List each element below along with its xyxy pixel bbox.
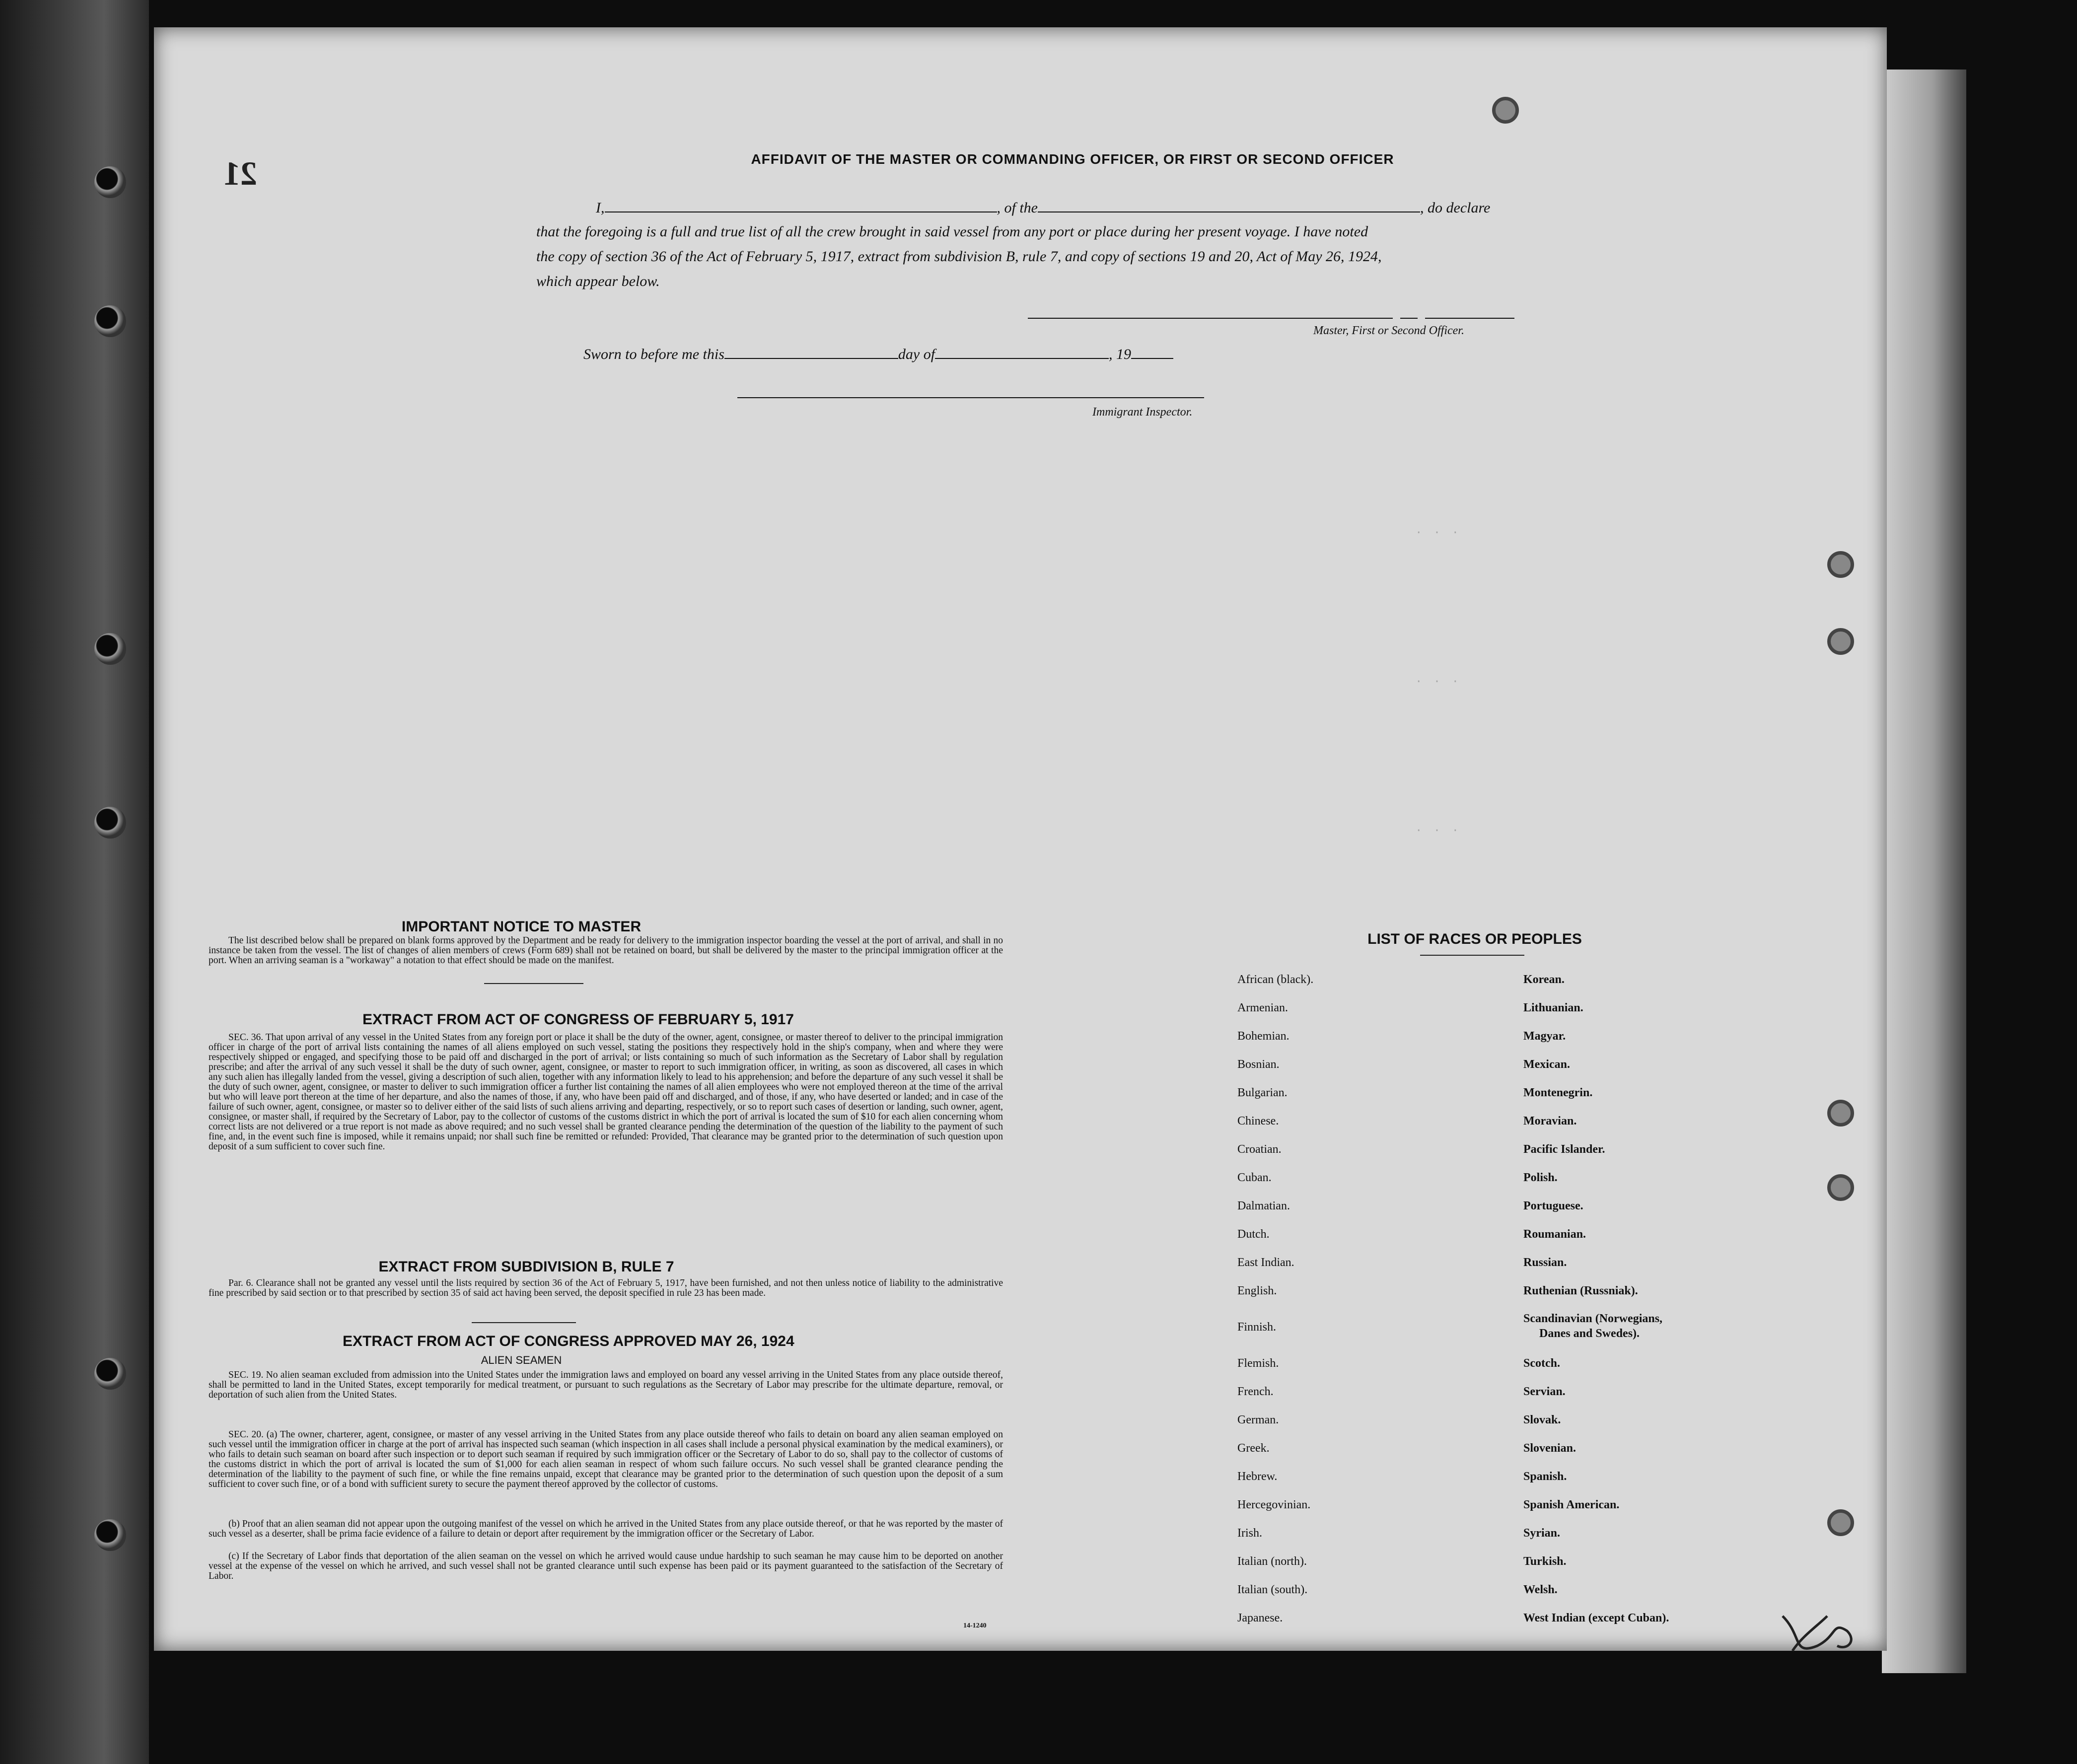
sworn-line (583, 345, 1173, 363)
punch-hole (1827, 1100, 1854, 1127)
binder-hole (94, 1358, 126, 1390)
punch-hole (1827, 551, 1854, 578)
race-right: Turkish. (1523, 1555, 1567, 1568)
race-right: Polish. (1523, 1171, 1558, 1184)
sec-20b-text: (b) Proof that an alien seaman did not appear upon the outgoing manifest of the vessel on which he arrived in the United States from any place outside thereof, or that he was reported by the master of such vessel as a deserter, shall be prima facie evidence of a failure to detain or deport after requirement by the immigration officer or the Secretary of Labor. (209, 1519, 1003, 1539)
races-title: LIST OF RACES OR PEOPLES (1367, 931, 1582, 947)
race-right: Spanish. (1523, 1470, 1567, 1483)
inspector-label: Immigrant Inspector. (1092, 406, 1193, 419)
race-right: Russian. (1523, 1256, 1567, 1269)
race-right: Roumanian. (1523, 1228, 1586, 1241)
extract-1924-subtitle: ALIEN SEAMEN (481, 1354, 562, 1366)
race-left: Italian (north). (1237, 1555, 1307, 1568)
section-divider (472, 1322, 576, 1323)
race-left: Chinese. (1237, 1115, 1279, 1128)
master-signature-line (1425, 318, 1514, 319)
year-text: , 19 (1109, 346, 1132, 362)
race-left: Flemish. (1237, 1357, 1279, 1370)
binder-hole (94, 305, 126, 337)
month-blank (935, 345, 1109, 359)
manifest-page (154, 27, 1887, 1651)
affidavit-title: AFFIDAVIT OF THE MASTER OR COMMANDING OFFICER, OR FIRST OR SECOND OFFICER (751, 151, 1394, 167)
race-right: Mexican. (1523, 1058, 1570, 1071)
race-left: Greek. (1237, 1442, 1270, 1455)
punch-hole (1827, 1509, 1854, 1536)
binder-hole (94, 1519, 126, 1551)
race-right: Pacific Islander. (1523, 1143, 1605, 1156)
affidavit-do-declare: , do declare (1420, 200, 1491, 216)
punch-hole (1827, 628, 1854, 655)
race-right: Ruthenian (Russniak). (1523, 1284, 1638, 1297)
sec-20c-text: (c) If the Secretary of Labor finds that deportation of the alien seaman on the vessel on which he arrived would cause undue hardship to such seaman he may cause him to be deported on another vessel at the expense of the vessel on which he arrived, and such vessel shall not be granted clearance until such expense has been paid or its payment guaranteed to the satisfaction of the Secretary of Labor. (209, 1551, 1003, 1581)
race-left: Bohemian. (1237, 1030, 1289, 1043)
notice-text: The list described below shall be prepared on blank forms approved by the Department and be ready for delivery to the immigration inspector boarding the vessel at the port of arrival, and shall in no instance be taken from the vessel. The list of changes of alien members of crews (Form 689) shall not be retained on board, but shall be delivered by the master to the principal immigration officer at the port. When an arriving seaman is a "workaway" a notation to that effect should be made on the manifest. (209, 935, 1003, 966)
race-left: African (black). (1237, 973, 1314, 986)
punch-hole (1827, 1174, 1854, 1201)
day-of-text: day of (898, 346, 935, 362)
race-left: Dutch. (1237, 1228, 1270, 1241)
section-divider (1420, 955, 1524, 956)
race-left: English. (1237, 1284, 1277, 1297)
page-number: 21 (223, 154, 257, 192)
race-left: Italian (south). (1237, 1583, 1308, 1596)
extract-1924-title: EXTRACT FROM ACT OF CONGRESS APPROVED MAY 26, 1924 (343, 1333, 794, 1349)
race-right: Slovenian. (1523, 1442, 1576, 1455)
year-blank (1131, 345, 1173, 359)
affidavit-line-2: that the foregoing is a full and true list of all the crew brought in said vessel from any port or place during her present voyage. I have noted (536, 223, 1368, 240)
race-left: Bulgarian. (1237, 1086, 1288, 1099)
affidavit-of-the: , of the (997, 200, 1038, 216)
vessel-blank (1038, 199, 1420, 212)
name-blank (605, 199, 997, 212)
affidavit-i: I, (596, 200, 605, 216)
race-left: French. (1237, 1385, 1274, 1398)
race-right: Magyar. (1523, 1030, 1566, 1043)
form-number: 14-1240 (963, 1622, 987, 1629)
race-right: Welsh. (1523, 1583, 1558, 1596)
race-right: Servian. (1523, 1385, 1566, 1398)
race-left: Bosnian. (1237, 1058, 1280, 1071)
binder-hole (94, 807, 126, 839)
race-right: Moravian. (1523, 1115, 1577, 1128)
binder-hole (94, 633, 126, 665)
master-signature-line (1400, 318, 1418, 319)
bleed-through: . . . (1415, 673, 1461, 686)
race-left: Cuban. (1237, 1171, 1272, 1184)
rule-7-title: EXTRACT FROM SUBDIVISION B, RULE 7 (378, 1259, 674, 1275)
race-left: Finnish. (1237, 1321, 1277, 1334)
rule-7-text: Par. 6. Clearance shall not be granted any vessel until the lists required by section 36 of the Act of February 5, 1917, have been furnished, and not then unless notice of liability to the administrative fine prescribed by said section or to that prescribed by section 35 of said act having been served, the deposit specified in rule 23 has been made. (209, 1278, 1003, 1298)
binder-rail (0, 0, 149, 1764)
adjacent-page-edge (1882, 70, 1966, 1673)
section-divider (484, 983, 583, 984)
affidavit-line-1 (596, 199, 1490, 216)
race-left: Armenian. (1237, 1001, 1288, 1014)
bleed-through: . . . (1415, 822, 1461, 835)
affidavit-line-3: the copy of section 36 of the Act of February 5, 1917, extract from subdivision B, rule 7, and copy of sections 19 and 20, Act of May 26, 1924, (536, 248, 1382, 265)
race-right: Scotch. (1523, 1357, 1560, 1370)
race-right: Lithuanian. (1523, 1001, 1583, 1014)
affidavit-line-4: which appear below. (536, 273, 660, 289)
race-left: East Indian. (1237, 1256, 1294, 1269)
race-left: German. (1237, 1413, 1279, 1426)
race-right: Danes and Swedes). (1539, 1327, 1640, 1340)
extract-1917-text: SEC. 36. That upon arrival of any vessel in the United States from any foreign port or place it shall be the duty of the owner, agent, consignee, or master thereof to deliver to the principal immigration officer in charge of the port of arrival lists containing the names of all aliens employed on such vessel, stating the positions they respectively hold in the ship's company, when and where they were respectively shipped or engaged, and specifying those to be paid off and discharged in the port of arrival; or lists containing so much of such information as the Secretary of Labor shall by regulation prescribe; and after the arrival of any such vessel it shall be the duty of such owner, agent, consignee, or master to report to such immigration officer, in writing, as soon as discovered, all cases in which any such alien has illegally landed from the vessel, giving a description of such alien, together with any information likely to lead to his apprehension; and before the departure of any such vessel it shall be the duty of such owner, agent, consignee, or master to deliver to such immigration officer a further list containing the names of all alien employees who were not employed thereon at the time of the arrival but who will leave port thereon at the time of her departure, and also the names of those, if any, who have been paid off and discharged, and of those, if any, who have deserted or landed; and in case of the failure of such owner, agent, consignee, or master so to deliver either of the said lists of such aliens arriving and departing, respectively, or so to report such cases of desertion or landing, such owner, agent, consignee, or master shall, if required by the Secretary of Labor, pay to the collector of customs of the customs district in which the port of arrival is located the sum of $10 for each alien concerning whom correct lists are not delivered or a true report is not made as above required; and no such vessel shall be granted clearance pending the determination of the question of the liability to the payment of such fine, and, in the event such fine is imposed, while it remains unpaid; nor shall such fine be remitted or refunded: Provided, That clearance may be granted prior to the determination of such question upon deposit of a sum sufficient to cover such fine. (209, 1032, 1003, 1152)
sec-20a-text: SEC. 20. (a) The owner, charterer, agent, consignee, or master of any vessel arriving in the United States from any place outside thereof who fails to detain on board any alien seaman employed on such vessel until the immigration officer in charge at the port of arrival has inspected such seaman (which inspection in all cases shall include a personal physical examination by the medical examiners), or who fails to detain such seaman on board after such inspection or to deport such seaman if required by such immigration officer or the Secretary of Labor to do so, shall pay to the collector of customs of the customs district in which the port of arrival is located the sum of $1,000 for each alien seaman in respect of whom such failure occurs. No such vessel shall be granted clearance pending the determination of the liability to the payment of such fine, or while the fine remains unpaid, except that clearance may be granted prior to the determination of such question upon the deposit of a sum sufficient to cover such fine, or of a bond with sufficient surety to secure the payment thereof approved by the collector of customs. (209, 1429, 1003, 1489)
race-left: Hebrew. (1237, 1470, 1278, 1483)
binder-hole (94, 166, 126, 198)
race-left: Dalmatian. (1237, 1200, 1290, 1212)
race-right: Portuguese. (1523, 1200, 1583, 1212)
race-left: Japanese. (1237, 1612, 1283, 1624)
handwritten-mark (1773, 1606, 1872, 1661)
race-right: Slovak. (1523, 1413, 1561, 1426)
race-right: Korean. (1523, 973, 1565, 986)
race-right: Montenegrin. (1523, 1086, 1593, 1099)
master-label: Master, First or Second Officer. (1313, 324, 1464, 337)
sworn-text: Sworn to before me this (583, 346, 724, 362)
master-signature-line (1028, 318, 1393, 319)
race-right: Syrian. (1523, 1527, 1561, 1540)
race-right: Scandinavian (Norwegians, (1523, 1312, 1663, 1325)
sec-19-text: SEC. 19. No alien seaman excluded from admission into the United States under the immigration laws and employed on board any vessel arriving in the United States from any place outside thereof, shall be permitted to land in the United States, except temporarily for medical treatment, or pursuant to such regulations as the Secretary of Labor may prescribe for the ultimate departure, removal, or deportation of such alien from the United States. (209, 1370, 1003, 1400)
day-blank (724, 345, 898, 359)
race-left: Hercegovinian. (1237, 1498, 1311, 1511)
extract-1917-title: EXTRACT FROM ACT OF CONGRESS OF FEBRUARY 5, 1917 (362, 1011, 794, 1028)
race-right: Spanish American. (1523, 1498, 1620, 1511)
inspector-signature-line (737, 397, 1204, 398)
race-right: West Indian (except Cuban). (1523, 1612, 1669, 1624)
race-left: Croatian. (1237, 1143, 1282, 1156)
notice-title: IMPORTANT NOTICE TO MASTER (401, 918, 642, 935)
race-left: Irish. (1237, 1527, 1262, 1540)
punch-hole (1492, 97, 1519, 124)
bleed-through: . . . (1415, 524, 1461, 537)
